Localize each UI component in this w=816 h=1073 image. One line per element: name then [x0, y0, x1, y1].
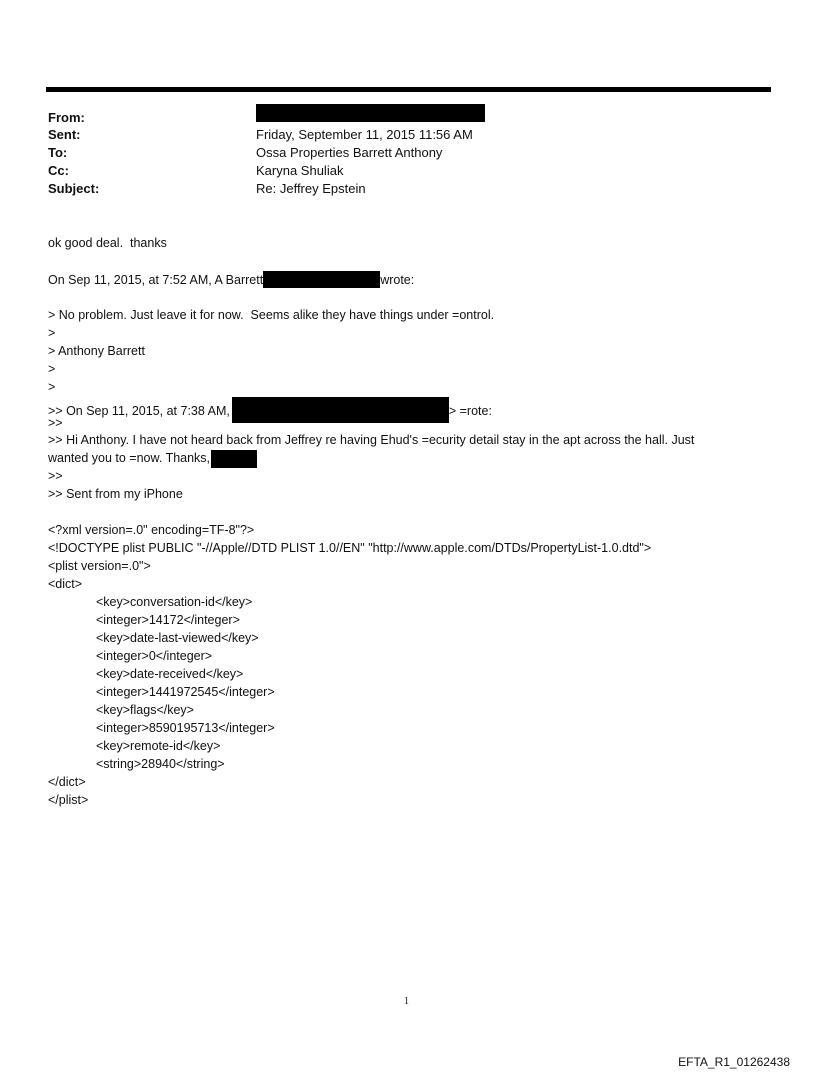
quote-line: >	[48, 380, 56, 394]
reply-text: ok good deal. thanks	[48, 236, 167, 250]
plist-entry: <integer>14172</integer>	[96, 613, 240, 627]
quote-line: >> Sent from my iPhone	[48, 487, 183, 501]
subject-value: Re: Jeffrey Epstein	[256, 181, 366, 196]
nested-quote-post: > =rote:	[448, 404, 492, 418]
email-redaction	[263, 271, 380, 288]
quote-line: >>	[48, 469, 63, 483]
nested-quote-intro	[48, 397, 492, 423]
quote-line: > Anthony Barrett	[48, 344, 145, 358]
quote-line: > No problem. Just leave it for now. Seems alike they have things under =ontrol.	[48, 308, 495, 322]
quote-line: >> Hi Anthony. I have not heard back from Jeffrey re having Ehud's =ecurity detail stay in the apt across the hall. Just	[48, 433, 695, 447]
header-rule	[46, 87, 771, 92]
document-id: EFTA_R1_01262438	[678, 1055, 790, 1069]
plist-open: <plist version=.0">	[48, 559, 151, 573]
plist-entry: <key>remote-id</key>	[96, 739, 221, 753]
to-value: Ossa Properties Barrett Anthony	[256, 145, 443, 160]
quote-intro-post: wrote:	[380, 273, 415, 287]
page-number: 1	[404, 996, 409, 1007]
nested-quote-pre: >> On Sep 11, 2015, at 7:38 AM,	[48, 404, 230, 418]
name-redaction	[211, 450, 257, 468]
plist-entry: <key>date-last-viewed</key>	[96, 631, 259, 645]
plist-entry: <key>conversation-id</key>	[96, 595, 253, 609]
sent-value: Friday, September 11, 2015 11:56 AM	[256, 127, 473, 142]
to-label: To:	[48, 145, 68, 160]
doctype-line: <!DOCTYPE plist PUBLIC "-//Apple//DTD PLIST 1.0//EN" "http://www.apple.com/DTDs/PropertyList-1.0.dtd">	[48, 541, 652, 555]
quote-intro-line	[48, 271, 414, 288]
plist-close: </plist>	[48, 793, 89, 807]
cc-value: Karyna Shuliak	[256, 163, 344, 178]
plist-entry: <integer>1441972545</integer>	[96, 685, 275, 699]
signoff-text: wanted you to =now. Thanks,	[48, 451, 211, 465]
from-redaction	[256, 104, 485, 122]
quote-line: >	[48, 362, 56, 376]
xml-declaration: <?xml version=.0" encoding=TF-8"?>	[48, 523, 255, 537]
quote-line-signoff	[48, 450, 257, 468]
cc-label: Cc:	[48, 163, 69, 178]
plist-entry: <key>flags</key>	[96, 703, 194, 717]
quote-intro-pre: On Sep 11, 2015, at 7:52 AM, A Barrett	[48, 273, 264, 287]
plist-entry: <key>date-received</key>	[96, 667, 244, 681]
dict-close: </dict>	[48, 775, 86, 789]
dict-open: <dict>	[48, 577, 83, 591]
from-label: From:	[48, 110, 85, 125]
plist-entry: <integer>0</integer>	[96, 649, 213, 663]
plist-entry: <integer>8590195713</integer>	[96, 721, 275, 735]
subject-label: Subject:	[48, 181, 100, 196]
quote-line: >	[48, 326, 56, 340]
sent-label: Sent:	[48, 127, 81, 142]
sender-redaction	[232, 397, 449, 423]
quote-line: >>	[48, 416, 63, 430]
plist-entry: <string>28940</string>	[96, 757, 225, 771]
